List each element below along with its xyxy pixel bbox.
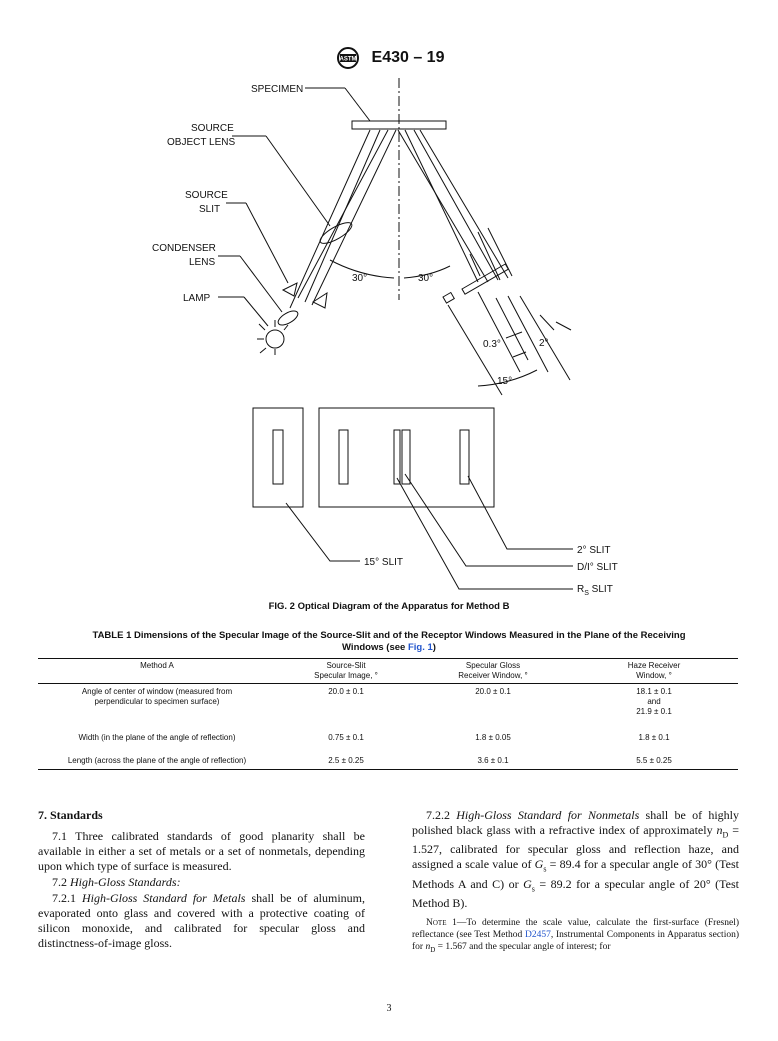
label-source-slit-1: SOURCE xyxy=(185,190,228,201)
right-column xyxy=(412,808,739,957)
section-heading: 7. Standards xyxy=(38,808,103,822)
label-angle-15: 15° xyxy=(497,376,513,387)
label-angle-0-3: 0.3° xyxy=(483,339,501,350)
label-specimen: SPECIMEN xyxy=(251,84,304,95)
label-angle-left: 30° xyxy=(352,273,368,284)
label-slit-di: D/I° SLIT xyxy=(577,562,618,573)
paragraph-7-2-2: 7.2.2 High-Gloss Standard for Nonmetals shall be of highly polished black glass with a refractive index of approximately $n_D = 1.527$, calibrated for specular gloss and reflection haze, and assigned a scale value of $G_s = 89.4$ for a specular angle of 30° (Test Methods A and C) or $G_s = 89.2$ for a specular angle of 20° (Test Method B). xyxy=(412,808,740,911)
label-angle-2: 2° xyxy=(539,338,549,349)
label-slit-2: 2° SLIT xyxy=(577,545,611,556)
astm-logo-icon xyxy=(334,46,362,70)
figure-caption: FIG. 2 Optical Diagram of the Apparatus for Method B xyxy=(268,601,510,612)
dimensions-table xyxy=(38,658,738,770)
label-angle-right: 30° xyxy=(418,273,434,284)
paragraph-7-1: 7.1 Three calibrated standards of good planarity shall be available in either a set of metals or a set of nonmetals, depending upon which type of surface is measured. xyxy=(38,829,365,873)
label-lamp: LAMP xyxy=(183,293,211,304)
header-haze-receiver: Haze Receiver Window, ° xyxy=(570,659,738,684)
svg-text:ASTM: ASTM xyxy=(339,56,357,63)
table-row: Angle of center of window (measured from perpendicular to specimen surface) 20.0 ± 0.1 20.0 ± 0.1 18.1 ± 0.1 and 21.9 ± 0.1 xyxy=(81,687,672,716)
label-condenser-lens-1: CONDENSER xyxy=(152,243,216,254)
page-number: 3 xyxy=(386,1003,392,1014)
source-object-lens xyxy=(317,219,354,247)
header-specular-gloss: Specular Gloss Receiver Window, ° xyxy=(416,659,570,684)
table-row: Length (across the plane of the angle of reflection) 2.5 ± 0.25 3.6 ± 0.1 5.5 ± 0.25 xyxy=(38,746,738,770)
window-receiver-box xyxy=(319,408,494,507)
window-di-slit xyxy=(394,430,400,484)
window-15-box xyxy=(253,408,303,507)
paragraph-7-2-1: 7.2.1 High-Gloss Standard for Metals shall be of aluminum, evaporated onto glass and covered with a protective coating of silicon monoxide, and calibrated for specular gloss and distinctness-of-image gloss. xyxy=(38,891,366,950)
header-method-a: Method A xyxy=(38,659,276,684)
document-code: E430 – 19 xyxy=(371,49,445,66)
paragraph-7-2: 7.2 High-Gloss Standards: xyxy=(52,875,181,889)
d2457-link[interactable]: D2457 xyxy=(525,930,551,941)
label-source-object-lens-2: OBJECT LENS xyxy=(167,137,236,148)
label-slit-rs: $R_S$ SLIT xyxy=(577,584,613,597)
label-source-slit-2: SLIT xyxy=(199,204,221,215)
page-header xyxy=(0,46,778,70)
left-column xyxy=(38,808,365,952)
fig-1-link[interactable]: Fig. 1 xyxy=(407,642,433,653)
table-title: TABLE 1 Dimensions of the Specular Image of the Source-Slit and of the Receptor Windows Measured in the Plane of the Receiving Windows (see Fig. 1) xyxy=(92,630,686,653)
label-slit-15: 15° SLIT xyxy=(364,557,404,568)
label-source-object-lens-1: SOURCE xyxy=(191,123,234,134)
lamp-bulb xyxy=(266,330,284,348)
window-2-slit-left xyxy=(339,430,348,484)
label-condenser-lens-2: LENS xyxy=(189,257,216,268)
source-slit xyxy=(283,283,297,296)
small-window xyxy=(443,293,454,304)
window-2-slit-right xyxy=(460,430,469,484)
table-row: Width (in the plane of the angle of reflection) 0.75 ± 0.1 1.8 ± 0.05 1.8 ± 0.1 xyxy=(78,733,670,742)
window-15-slit xyxy=(273,430,283,484)
condenser-lens xyxy=(276,308,300,328)
header-source-slit: Source-Slit Specular Image, ° xyxy=(276,659,416,684)
receiver-plate xyxy=(462,264,508,294)
note-1: Note 1—To determine the scale value, calculate the first-surface (Fresnel) reflectance (see Test Method D2457, Instrumental Components in Apparatus section) for $n_D = 1.567$ and the specular angle of interest; for xyxy=(412,918,739,955)
optical-diagram xyxy=(0,72,778,600)
